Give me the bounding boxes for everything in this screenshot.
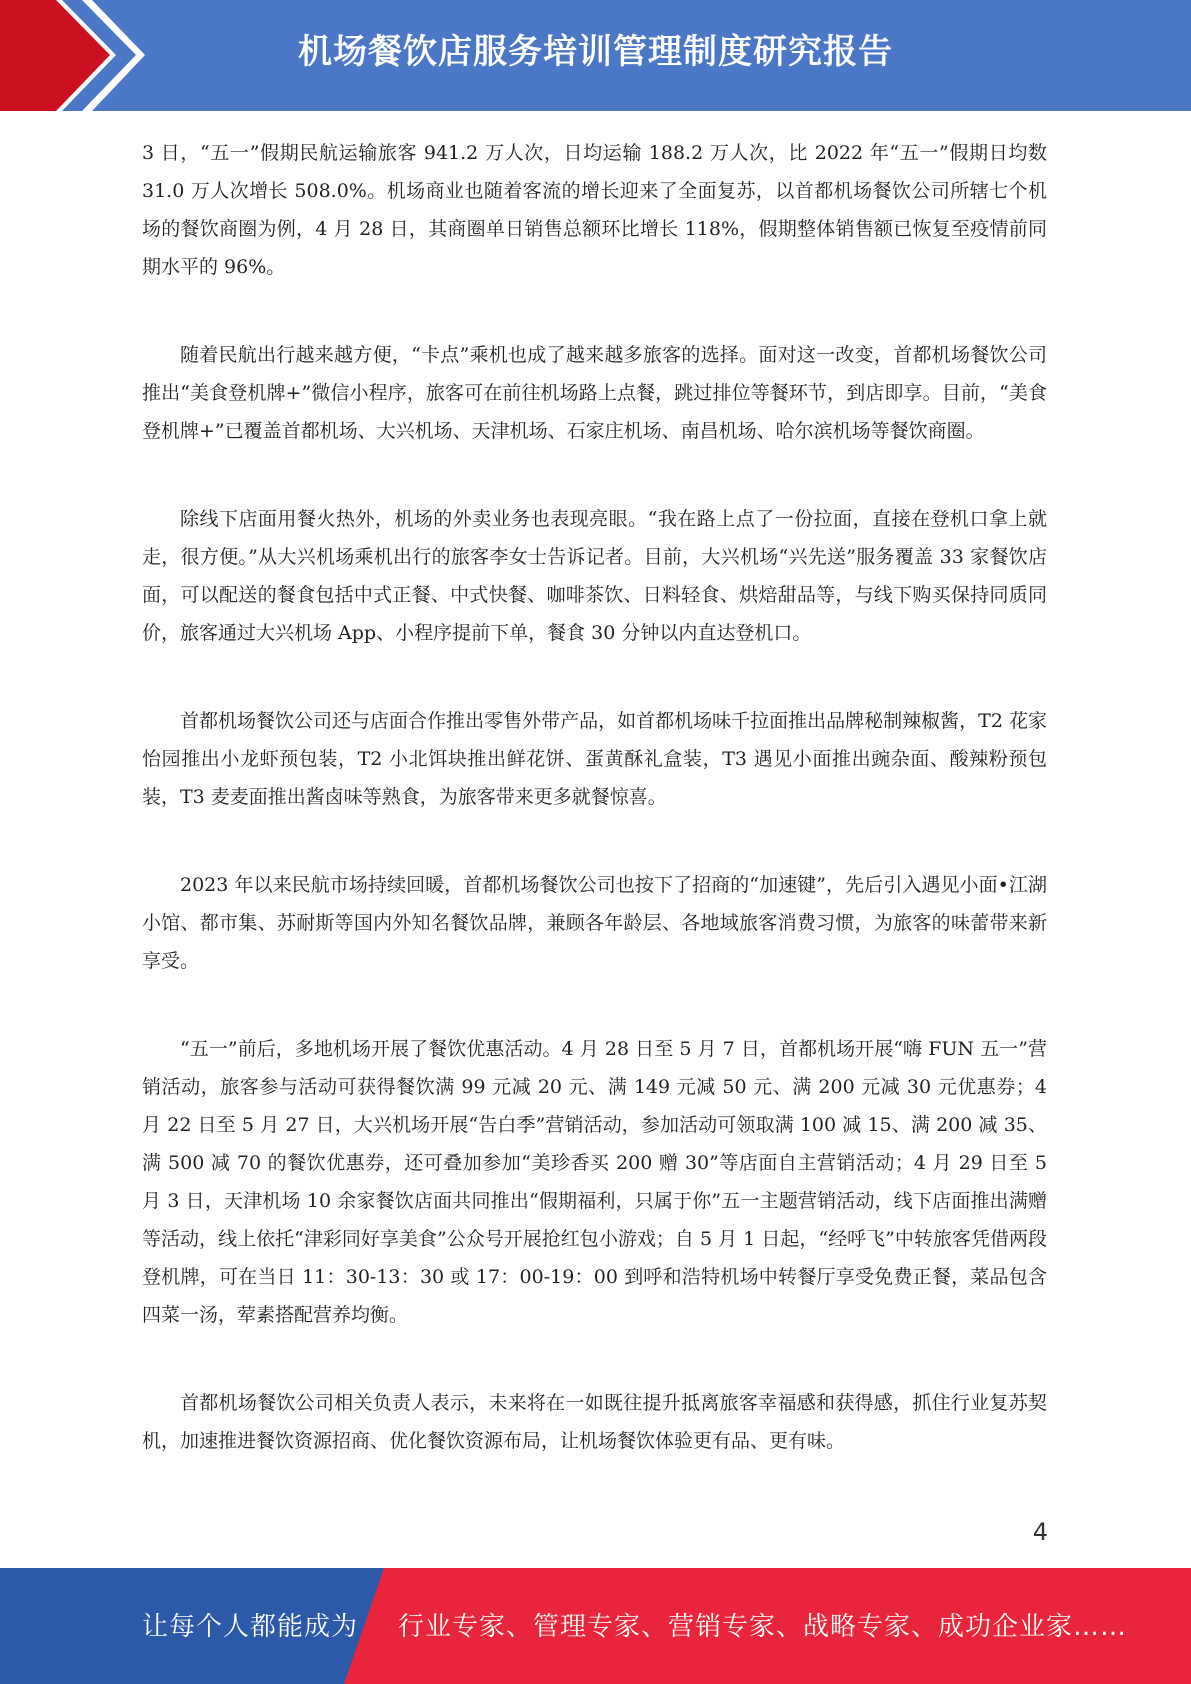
document-body (142, 134, 1047, 1510)
document-title: 机场餐饮店服务培训管理制度研究报告 (298, 32, 893, 72)
footer-slogan-right: 行业专家、管理专家、营销专家、战略专家、成功企业家…… (398, 1612, 1128, 1642)
paragraph-2: 随着民航出行越来越方便，“卡点”乘机也成了越来越多旅客的选择。面对这一改变，首都机场餐饮公司推出“美食登机牌+”微信小程序，旅客可在前往机场路上点餐，跳过排位等餐环节，到店即享。目前，“美食登机牌+”已覆盖首都机场、大兴机场、天津机场、石家庄机场、南昌机场、哈尔滨机场等餐饮商圈。 (142, 344, 1047, 442)
paragraph-7: 首都机场餐饮公司相关负责人表示，未来将在一如既往提升抵离旅客幸福感和获得感，抓住行业复苏契机，加速推进餐饮资源招商、优化餐饮资源布局，让机场餐饮体验更有品、更有味。 (142, 1392, 1047, 1452)
paragraph-4: 首都机场餐饮公司还与店面合作推出零售外带产品，如首都机场味千拉面推出品牌秘制辣椒酱，T2 花家怡园推出小龙虾预包装，T2 小北饵块推出鲜花饼、蛋黄酥礼盒装，T3 遇见小面推出豌杂面、酸辣粉预包装，T3 麦麦面推出酱卤味等熟食，为旅客带来更多就餐惊喜。 (142, 710, 1047, 808)
page-footer (0, 1568, 1191, 1684)
paragraph-5: 2023 年以来民航市场持续回暖，首都机场餐饮公司也按下了招商的“加速键”，先后引入遇见小面•江湖小馆、都市集、苏耐斯等国内外知名餐饮品牌，兼顾各年龄层、各地域旅客消费习惯，为旅客的味蕾带来新享受。 (142, 874, 1047, 972)
paragraph-6: “五一”前后，多地机场开展了餐饮优惠活动。4 月 28 日至 5 月 7 日，首都机场开展“嗨 FUN 五一”营销活动，旅客参与活动可获得餐饮满 99 元减 20 元、满 149 元减 50 元、满 200 元减 30 元优惠券；4 月 22 日至 5 月 27 日，大兴机场开展“告白季”营销活动，参加活动可领取满 100 减 15、满 200 减 35、满 500 减 70 的餐饮优惠券，还可叠加参加“美珍香买 200 赠 30”等店面自主营销活动；4 月 29 日至 5 月 3 日，天津机场 10 余家餐饮店面共同推出“假期福利，只属于你”五一主题营销活动，线下店面推出满赠等活动，线上依托“津彩同好享美食”公众号开展抢红包小游戏；自 5 月 1 日起，“经呼飞”中转旅客凭借两段登机牌，可在当日 11：30-13：30 或 17：00-19：00 到呼和浩特机场中转餐厅享受免费正餐，菜品包含四菜一汤，荤素搭配营养均衡。 (142, 1038, 1047, 1326)
page-number: 4 (1032, 1518, 1048, 1546)
footer-slogan-left: 让每个人都能成为 (142, 1612, 359, 1642)
paragraph-3: 除线下店面用餐火热外，机场的外卖业务也表现亮眼。“我在路上点了一份拉面，直接在登机口拿上就走，很方便。”从大兴机场乘机出行的旅客李女士告诉记者。目前，大兴机场“兴先送”服务覆盖 33 家餐饮店面，可以配送的餐食包括中式正餐、中式快餐、咖啡茶饮、日料轻食、烘焙甜品等，与线下购买保持同质同价，旅客通过大兴机场 App、小程序提前下单，餐食 30 分钟以内直达登机口。 (142, 508, 1047, 644)
paragraph-1: 3 日，“五一”假期民航运输旅客 941.2 万人次，日均运输 188.2 万人次，比 2022 年“五一”假期日均数 31.0 万人次增长 508.0%。机场商业也随着客流的增长迎来了全面复苏，以首都机场餐饮公司所辖七个机场的餐饮商圈为例，4 月 28 日，其商圈单日销售总额环比增长 118%，假期整体销售额已恢复至疫情前同期水平的 96%。 (142, 142, 1047, 278)
page-header (0, 0, 1191, 111)
